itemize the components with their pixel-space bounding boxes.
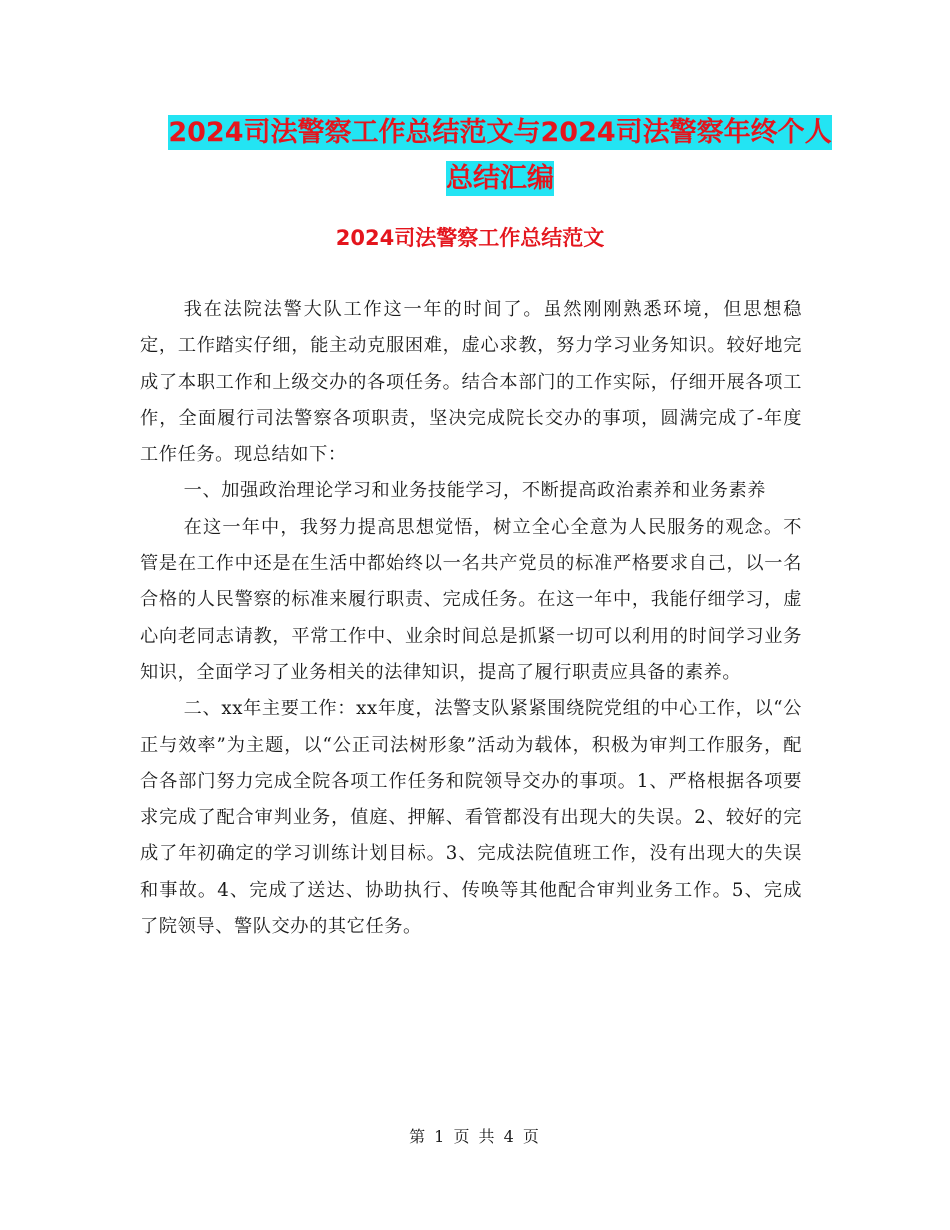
section-title: 2024司法警察工作总结范文 (335, 226, 605, 250)
paragraph-intro: 我在法院法警大队工作这一年的时间了。虽然刚刚熟悉环境，但思想稳定，工作踏实仔细，能主动克服困难，虚心求教，努力学习业务知识。较好地完成了本职工作和上级交办的各项任务。结合本部门的工作实际，仔细开展各项工作，全面履行司法警察各项职责，坚决完成院长交办的事项，圆满完成了-年度工作任务。现总结如下： (140, 299, 802, 466)
title-line-1: 2024司法警察工作总结范文与2024司法警察年终个人 (168, 117, 832, 148)
paragraph-heading-1: 一、加强政治理论学习和业务技能学习，不断提高政治素养和业务素养 (183, 480, 767, 502)
paragraph-body-1: 在这一年中，我努力提高思想觉悟，树立全心全意为人民服务的观念。不管是在工作中还是在生活中都始终以一名共产党员的标准严格要求自己，以一名合格的人民警察的标准来履行职责、完成任务。在这一年中，我能仔细学习，虚心向老同志请教，平常工作中、业余时间总是抓紧一切可以利用的时间学习业务知识，全面学习了业务相关的法律知识，提高了履行职责应具备的素养。 (140, 516, 802, 683)
page-number-footer: 第 1 页 共 4 页 (409, 1127, 541, 1146)
document-title (140, 110, 860, 202)
title-line-2: 总结汇编 (446, 163, 554, 194)
document-body (140, 292, 802, 945)
paragraph-heading-2: 二、xx年主要工作：xx年度，法警支队紧紧围绕院党组的中心工作，以“公正与效率”为主题，以“公正司法树形象”活动为载体，积极为审判工作服务，配合各部门努力完成全院各项工作任务和院领导交办的事项。1、严格根据各项要求完成了配合审判业务，值庭、押解、看管都没有出现大的失误。2、较好的完成了年初确定的学习训练计划目标。3、完成法院值班工作，没有出现大的失误和事故。4、完成了送达、协助执行、传唤等其他配合审判业务工作。5、完成了院领导、警队交办的其它任务。 (140, 698, 802, 938)
